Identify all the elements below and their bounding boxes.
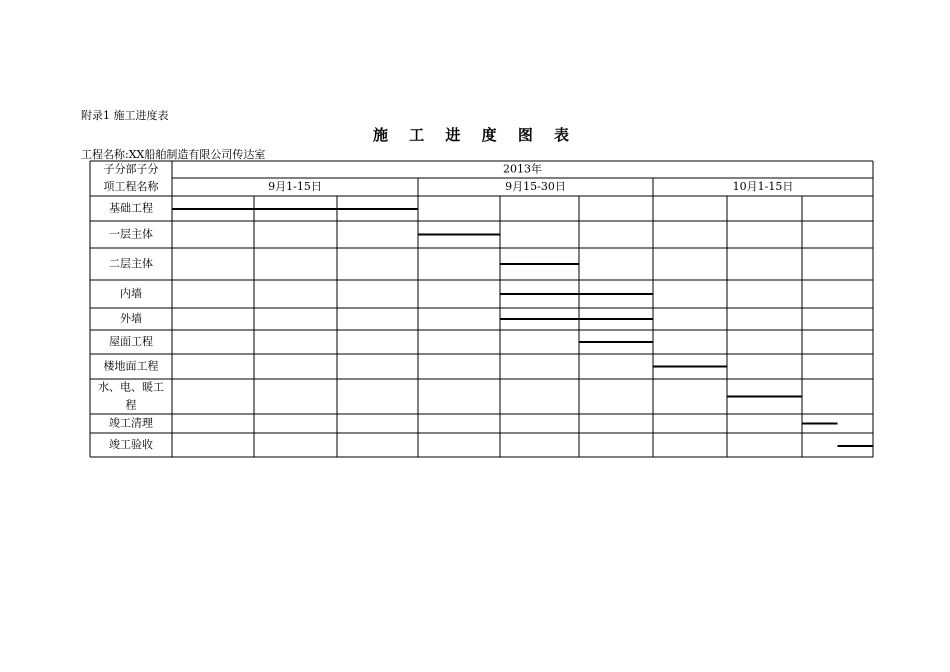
period-header: 9月15-30日 <box>505 180 566 193</box>
header-left-line1: 子分部子分 <box>103 162 159 176</box>
task-label: 楼地面工程 <box>103 359 159 373</box>
task-label: 竣工清理 <box>109 416 153 430</box>
page-title: 施 工 进 度 图 表 <box>372 126 578 144</box>
period-header: 9月1-15日 <box>268 180 322 193</box>
header-left-line2: 项工程名称 <box>103 180 159 193</box>
task-label: 外墙 <box>120 312 142 325</box>
task-label-line1: 水、电、暖工 <box>98 380 164 394</box>
task-label: 基础工程 <box>109 201 153 215</box>
year-header: 2013年 <box>503 162 542 176</box>
task-label: 竣工验收 <box>109 438 153 451</box>
project-name: 工程名称:XX船舶制造有限公司传达室 <box>81 148 266 161</box>
appendix-label: 附录1 施工进度表 <box>81 109 169 122</box>
task-label: 一层主体 <box>109 227 153 241</box>
task-label-line2: 程 <box>125 398 137 412</box>
task-label: 二层主体 <box>109 257 153 270</box>
task-label: 屋面工程 <box>109 335 153 348</box>
period-header: 10月1-15日 <box>732 180 794 193</box>
task-label: 内墙 <box>120 287 142 300</box>
